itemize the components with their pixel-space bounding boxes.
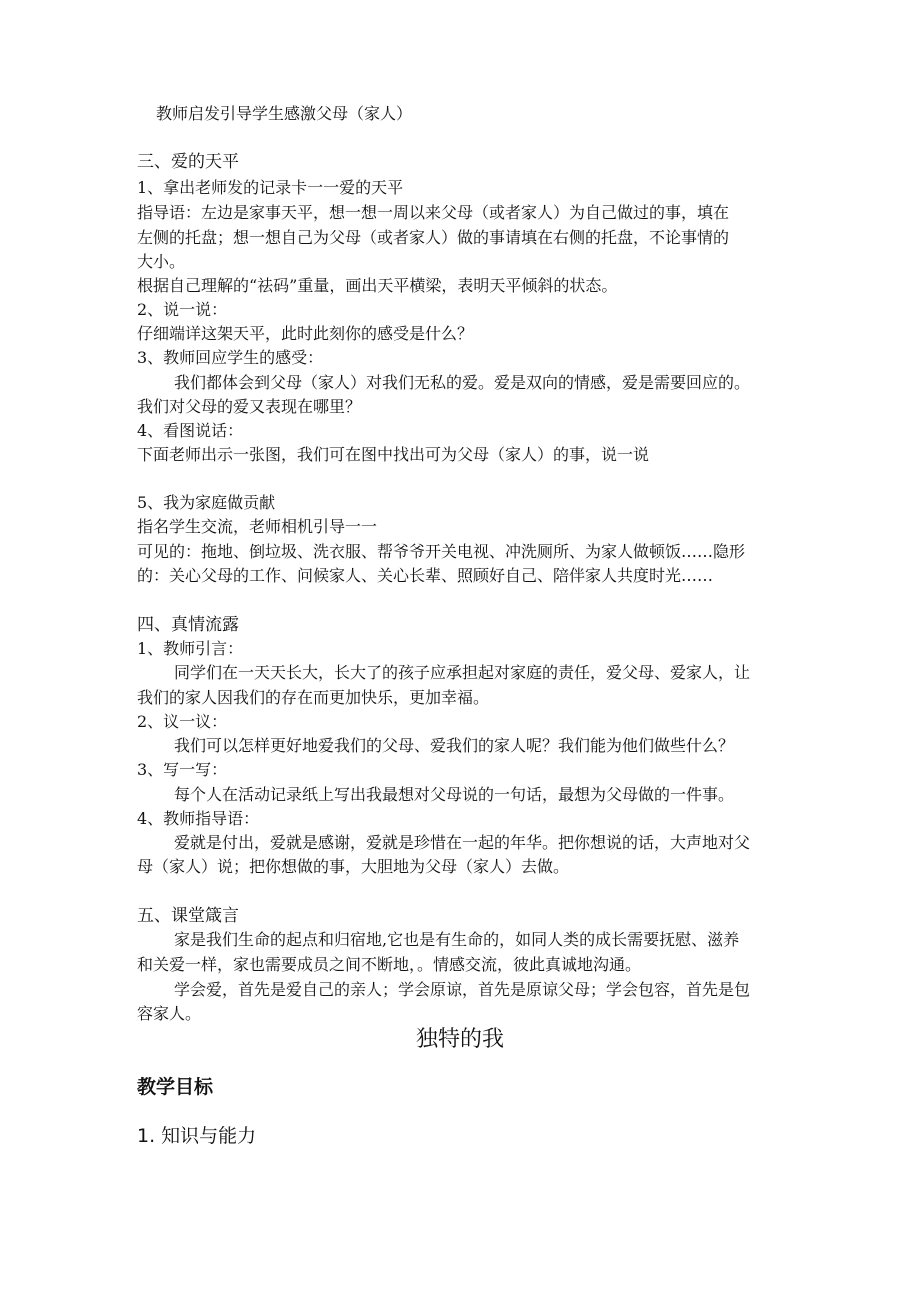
paragraph-line: 母（家人）说；把你想做的事，大胆地为父母（家人）去做。 [137,857,570,876]
paragraph-line: 2、说一说： [137,300,228,319]
paragraph-line: 每个人在活动记录纸上写出我最想对父母说的一句话，最想为父母做的一件事。 [174,785,735,804]
paragraph-line: 和关爱一样，家也需要成员之间不断地，。情感交流，彼此真诚地沟通。 [137,955,642,974]
section-heading: 四、真情流露 [137,615,239,635]
paragraph-line: 3、写一写： [137,760,228,779]
paragraph-line: 2、议一议： [137,712,228,731]
paragraph-line: 爱就是付出，爱就是感谢，爱就是珍惜在一起的年华。把你想说的话，大声地对父 [174,833,751,852]
section-heading: 三、爱的天平 [137,152,239,172]
paragraph-line: 指导语：左边是家事天平，想一想一周以来父母（或者家人）为自己做过的事，填在 [137,203,730,222]
section-heading: 五、课堂箴言 [137,906,239,926]
paragraph-line: 家是我们生命的起点和归宿地,它也是有生命的，如同人类的成长需要抚慰、滋养 [174,930,740,949]
paragraph-line: 容家人。 [137,1004,202,1023]
paragraph-line: 我们都体会到父母（家人）对我们无私的爱。爱是双向的情感，爱是需要回应的。 [174,373,751,392]
paragraph-line: 4、看图说话： [137,421,244,440]
document-title: 独特的我 [415,1027,504,1052]
paragraph-line: 3、教师回应学生的感受： [137,348,324,367]
paragraph-line: 5、我为家庭做贡献 [137,493,276,512]
paragraph-line: 1、教师引言： [137,639,244,658]
paragraph-line: 根据自己理解的“祛码”重量，画出天平横梁，表明天平倾斜的状态。 [137,276,618,295]
paragraph-line: 同学们在一天天长大，长大了的孩子应承担起对家庭的责任，爱父母、爱家人，让 [174,663,751,682]
paragraph-line: 我们可以怎样更好地爱我们的父母、爱我们的家人呢？我们能为他们做些什么？ [174,736,735,755]
paragraph-line: 我们对父母的爱又表现在哪里？ [137,397,362,416]
paragraph-line: 下面老师出示一张图，我们可在图中找出可为父母（家人）的事，说一说 [137,445,650,464]
paragraph-line: 指名学生交流，老师相机引导一一 [137,517,378,536]
paragraph-line: 可见的：拖地、倒垃圾、洗衣服、帮爷爷开关电视、冲洗厕所、为家人做顿饭……隐形 [137,542,746,561]
paragraph-line: 大小。 [137,252,186,271]
heading-goals: 教学目标 [137,1076,214,1098]
paragraph-line: 1、拿出老师发的记录卡一一爱的天平 [137,178,404,197]
paragraph-line: 我们的家人因我们的存在而更加快乐，更加幸福。 [137,688,490,707]
paragraph-line: 教师启发引导学生感激父母（家人） [156,104,413,123]
paragraph-line: 仔细端详这架天平，此时此刻你的感受是什么？ [137,324,474,343]
paragraph-line: 左侧的托盘；想一想自己为父母（或者家人）做的事请填在右侧的托盘，不论事情的 [137,228,730,247]
paragraph-line: 的：关心父母的工作、问候家人、关心长辈、照顾好自己、陪伴家人共度时光…… [137,566,714,585]
paragraph-line: 4、教师指导语： [137,809,260,828]
heading-knowledge: 1. 知识与能力 [137,1125,257,1147]
paragraph-line: 学会爱，首先是爱自己的亲人；学会原谅，首先是原谅父母；学会包容，首先是包 [174,980,751,999]
